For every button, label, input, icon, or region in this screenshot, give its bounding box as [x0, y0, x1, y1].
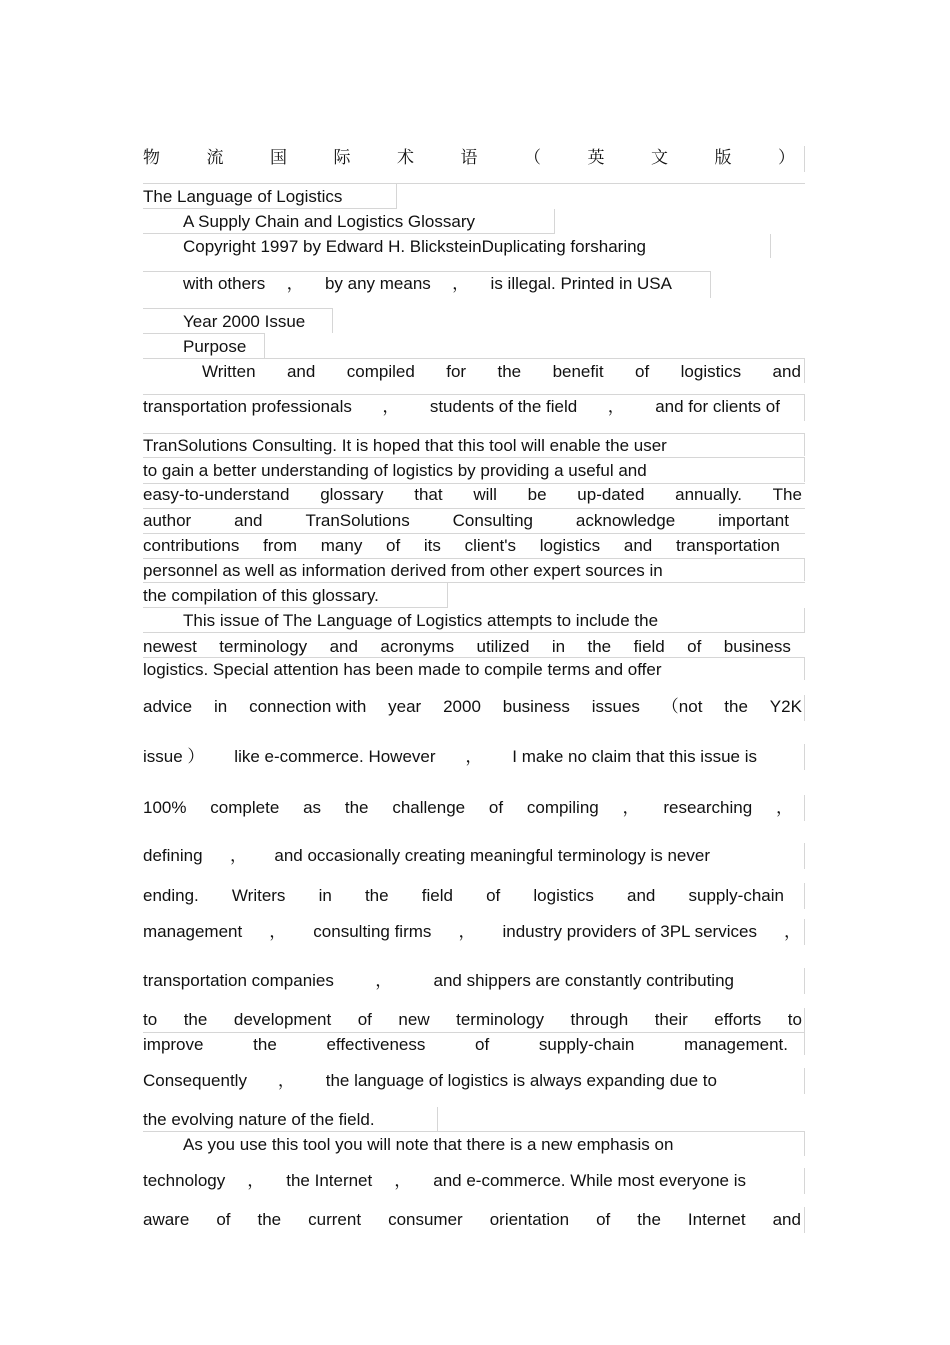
paragraph-line: transportation professionals ， students of the field ， and for clients of [143, 397, 780, 416]
rule [804, 919, 805, 945]
rule [143, 632, 805, 633]
rule [396, 184, 397, 208]
rule [770, 234, 771, 258]
rule [804, 883, 805, 909]
rule [710, 272, 711, 298]
rule [143, 333, 265, 334]
rule [143, 308, 333, 309]
paragraph-line: As you use this tool you will note that there is a new emphasis on [183, 1135, 674, 1154]
copyright-line-2: with others ， by any means ， is illegal. Printed in USA [183, 274, 672, 293]
paragraph-line: Consequently ， the language of logistics is always expanding due to [143, 1071, 717, 1090]
subtitle: A Supply Chain and Logistics Glossary [183, 212, 475, 231]
rule [143, 483, 805, 484]
paragraph-line: 100% complete as the challenge of compiling ， researching ， [143, 798, 793, 817]
rule [804, 744, 805, 770]
paragraph-line: personnel as well as information derived from other expert sources in [143, 561, 663, 580]
rule [804, 1068, 805, 1094]
paragraph-line: improve the effectiveness of supply-chain management. [143, 1035, 788, 1054]
paragraph-line: contributions from many of its client's logistics and transportation [143, 536, 780, 555]
paragraph-line: TranSolutions Consulting. It is hoped that this tool will enable the user [143, 436, 667, 455]
paragraph-line: logistics. Special attention has been made to compile terms and offer [143, 660, 662, 679]
rule [143, 558, 805, 559]
rule [332, 309, 333, 333]
rule [143, 582, 805, 583]
rule [264, 334, 265, 358]
rule [804, 146, 805, 172]
rule [143, 233, 555, 234]
rule [143, 208, 397, 209]
rule [804, 658, 805, 680]
rule [143, 358, 805, 359]
rule [554, 209, 555, 233]
paragraph-line: issue ） like e-commerce. However ， I make no claim that this issue is [143, 747, 757, 766]
rule [804, 695, 805, 721]
rule [804, 968, 805, 994]
paragraph-line: technology ， the Internet ， and e-commerce. While most everyone is [143, 1171, 746, 1190]
rule [804, 1132, 805, 1156]
rule [143, 433, 805, 434]
book-title: The Language of Logistics [143, 187, 343, 206]
rule [143, 271, 711, 272]
rule [804, 359, 805, 383]
paragraph-line: author and TranSolutions Consulting acknowledge important [143, 511, 789, 530]
rule [804, 1033, 805, 1055]
paragraph-line: ending. Writers in the field of logistics and supply-chain [143, 886, 784, 905]
rule [804, 1168, 805, 1194]
section-heading: Purpose [183, 337, 247, 356]
paragraph-line: defining ， and occasionally creating meaningful terminology is never [143, 846, 710, 865]
copyright-line: Copyright 1997 by Edward H. BlicksteinDuplicating forsharing [183, 237, 647, 256]
rule [143, 1032, 805, 1033]
rule [143, 533, 805, 534]
rule [447, 583, 448, 607]
rule [804, 1207, 805, 1233]
paragraph-line: to gain a better understanding of logistics by providing a useful and [143, 461, 647, 480]
rule [143, 394, 805, 395]
paragraph-line: transportation companies ， and shippers are constantly contributing [143, 971, 734, 990]
rule [143, 657, 805, 658]
rule [437, 1107, 438, 1131]
rule [143, 508, 805, 509]
rule [804, 795, 805, 821]
paragraph-line: the compilation of this glossary. [143, 586, 379, 605]
rule [804, 458, 805, 482]
rule [804, 395, 805, 421]
issue-label: Year 2000 Issue [183, 312, 306, 331]
paragraph-line: to the development of new terminology through their efforts to [143, 1010, 802, 1029]
paragraph-line: aware of the current consumer orientation of the Internet and [143, 1210, 801, 1229]
rule [804, 559, 805, 581]
rule [143, 183, 805, 184]
chinese-title: 物 流 国 际 术 语 （ 英 文 版 ） [143, 148, 795, 168]
paragraph-line: the evolving nature of the field. [143, 1110, 375, 1129]
paragraph-line: newest terminology and acronyms utilized in the field of business [143, 637, 791, 656]
rule [804, 434, 805, 456]
rule [143, 457, 805, 458]
rule [143, 1131, 805, 1132]
rule [143, 607, 448, 608]
rule [804, 1008, 805, 1032]
rule [804, 608, 805, 632]
paragraph-line: Written and compiled for the benefit of logistics and [202, 362, 801, 381]
paragraph-line: easy-to-understand glossary that will be up-dated annually. The [143, 485, 802, 504]
rule [804, 843, 805, 869]
paragraph-line: management ， consulting firms ， industry providers of 3PL services ， [143, 922, 801, 941]
paragraph-line: advice in connection with year 2000 business issues （not the Y2K [143, 697, 802, 716]
paragraph-line: This issue of The Language of Logistics attempts to include the [183, 611, 659, 630]
